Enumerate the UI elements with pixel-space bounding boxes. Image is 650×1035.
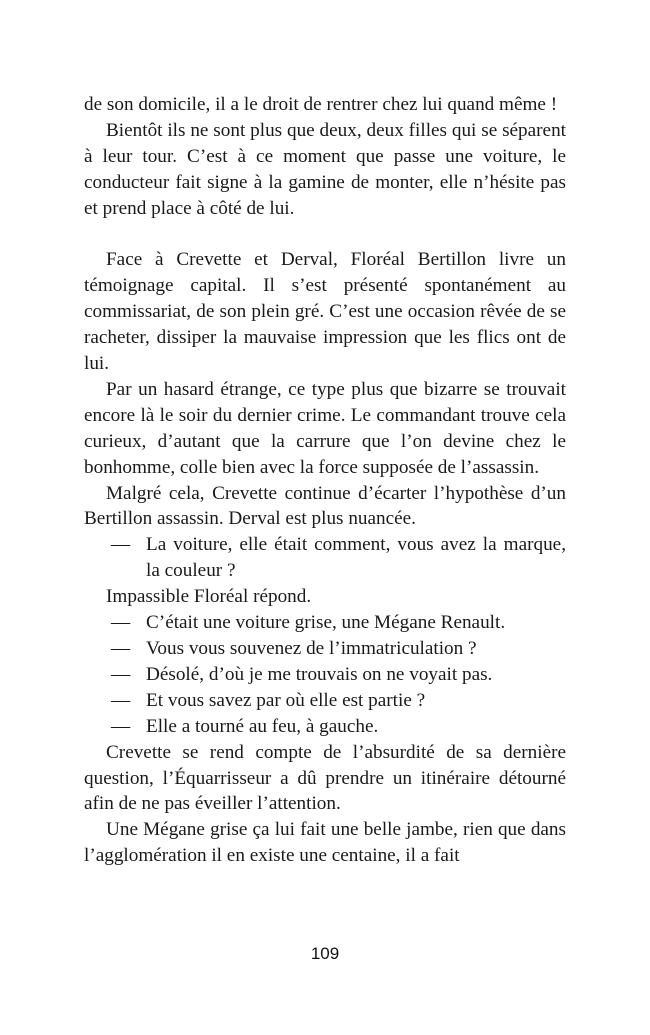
- paragraph: Bientôt ils ne sont plus que deux, deux filles qui se séparent à leur tour. C’est à ce moment que passe une voiture, le conducteur fait signe à la gamine de monter, elle n’hésite pas et prend place à côté de lui.: [84, 119, 566, 219]
- paragraph: Malgré cela, Crevette continue d’écarter l’hypothèse d’un Bertillon assassin. Derval est plus nuancée.: [84, 482, 566, 530]
- dialogue-line: [84, 532, 566, 584]
- dialogue-dash: —: [111, 534, 131, 556]
- page-number: 109: [310, 944, 340, 963]
- dialogue-dash: —: [111, 663, 131, 685]
- dialogue-dash: —: [111, 612, 131, 634]
- dialogue-text: Et vous savez par où elle est partie ?: [146, 689, 426, 711]
- dialogue-line: [84, 636, 566, 662]
- dialogue-dash: —: [111, 689, 131, 711]
- paragraph: Impassible Floréal répond.: [106, 586, 312, 608]
- dialogue-dash: —: [111, 638, 131, 660]
- paragraph: Face à Crevette et Derval, Floréal Bertillon livre un témoignage capital. Il s’est présenté spontanément au commissariat, de son plein gré. C’est une occasion rêvée de se racheter, dissiper la mauvaise impression que les flics ont de lui.: [84, 249, 566, 375]
- dialogue-text: Désolé, d’où je me trouvais on ne voyait pas.: [146, 663, 493, 685]
- page-body: [84, 92, 566, 869]
- dialogue-line: [84, 610, 566, 636]
- dialogue-line: [84, 662, 566, 688]
- dialogue-dash: —: [111, 715, 131, 737]
- dialogue-text: La voiture, elle était comment, vous avez la marque, la couleur ?: [146, 534, 566, 582]
- paragraph: Une Mégane grise ça lui fait une belle jambe, rien que dans l’agglomération il en existe une centaine, il a fait: [84, 819, 566, 867]
- section-break: [84, 222, 566, 248]
- paragraph: de son domicile, il a le droit de rentrer chez lui quand même !: [84, 94, 558, 115]
- dialogue-line: [84, 688, 566, 714]
- dialogue-text: C’était une voiture grise, une Mégane Renault.: [146, 612, 506, 634]
- dialogue-text: Elle a tourné au feu, à gauche.: [146, 715, 379, 737]
- paragraph: Crevette se rend compte de l’absurdité de sa dernière question, l’Équarrisseur a dû prendre un itinéraire détourné afin de ne pas éveiller l’attention.: [84, 741, 566, 815]
- dialogue-line: [84, 714, 566, 740]
- dialogue-text: Vous vous souvenez de l’immatriculation ?: [146, 638, 477, 660]
- paragraph: Par un hasard étrange, ce type plus que bizarre se trouvait encore là le soir du dernier crime. Le commandant trouve cela curieux, d’autant que la carrure que l’on devine chez le bonhomme, colle bien avec la force supposée de l’assassin.: [84, 378, 566, 478]
